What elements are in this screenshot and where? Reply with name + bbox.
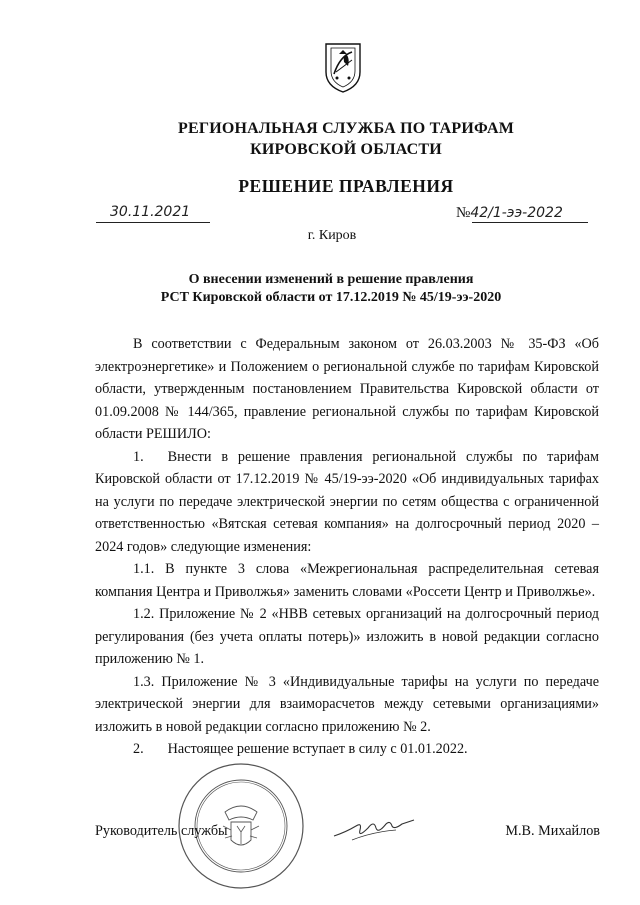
document-type-title: РЕШЕНИЕ ПРАВЛЕНИЯ (238, 176, 454, 196)
number-sign: № (456, 205, 471, 221)
organization-name-line1: РЕГИОНАЛЬНАЯ СЛУЖБА ПО ТАРИФАМ (177, 120, 515, 137)
item-1 (95, 446, 599, 559)
item-1-1: 1.1. В пункте 3 слова «Межрегиональная распределительная сетевая компания Центра и Приволжья» заменить словами «Россети Центр и Приволжье». (95, 561, 599, 600)
item-text: Настоящее решение вступает в силу с 01.01.2022. (167, 741, 468, 757)
city: г. Киров (307, 228, 357, 243)
document-number (456, 205, 563, 222)
handwritten-signature (332, 810, 416, 844)
organization-name-line2: КИРОВСКОЙ ОБЛАСТИ (250, 141, 442, 158)
subject-line1: О внесении изменений в решение правления (188, 272, 474, 287)
number-underline (472, 222, 588, 223)
item-number: 2. (133, 741, 144, 757)
subject-line2: РСТ Кировской области от 17.12.2019 № 45/19-ээ-2020 (160, 290, 502, 305)
item-2 (95, 738, 599, 761)
item-1-2: 1.2. Приложение № 2 «НВВ сетевых организаций на долгосрочный период регулирования (без учета оплаты потерь)» изложить в новой редакции согласно приложению № 1. (95, 606, 599, 667)
coat-of-arms-icon (322, 42, 364, 94)
document-body (95, 333, 599, 761)
date-underline (96, 222, 210, 223)
item-number: 1. (133, 448, 144, 465)
signatory-title: Руководитель службы (95, 823, 228, 839)
signatory-name: М.В. Михайлов (505, 823, 600, 839)
number-value: 42/1-ээ-2022 (470, 205, 563, 221)
document-subject (0, 271, 640, 307)
item-1-3: 1.3. Приложение № 3 «Индивидуальные тарифы на услуги по передаче электрической энергии для взаиморасчетов между сетевыми организациями» изложить в новой редакции согласно приложению № 2. (95, 673, 599, 735)
item-text: Внести в решение правления региональной службы по тарифам Кировской области от 17.12.2019 № 45/19-ээ-2020 «Об индивидуальных тарифах на услуги по передаче электрической энергии по сетям общества с ограниченной ответственностью «Вятская сетевая компания» на долгосрочный период 2020 – 2024 годов» следующие изменения: (95, 448, 599, 555)
preamble-paragraph: В соответствии с Федеральным законом от 26.03.2003 № 35-ФЗ «Об электроэнергетике» и Положением о региональной службе по тарифам Кировской области, утвержденным постановлением Правительства Кировской области от 01.09.2008 № 144/365, правление региональной службы по тарифам Кировской области РЕШИЛО: (95, 336, 599, 442)
document-date: 30.11.2021 (110, 204, 191, 220)
